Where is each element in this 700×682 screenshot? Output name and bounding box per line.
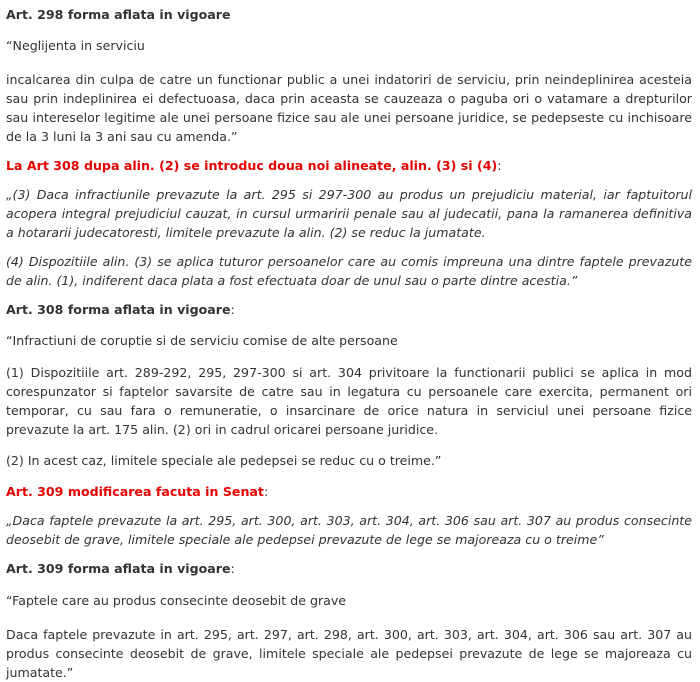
paragraph-art-298-body: incalcarea din culpa de catre un functionar public a unei indatoriri de serviciu, prin neindeplinirea acesteia sau prin indeplinirea ei defectuoasa, daca prin aceasta se cauzeaza o paguba ori o vatamare a drepturilor sau intereselor legitime ale unei persoane fizice sau ale unei persoane juridice, se pedepseste cu inchisoare de la 3 luni la 3 ani sau cu amenda.” (6, 72, 692, 144)
paragraph-alin-3: „(3) Daca infractiunile prevazute la art. 295 si 297-300 au produs un prejudiciu material, iar faptuitorul acopera integral prejudiciul cauzat, in cursul urmaririi penale sau al judecatii, pana la ramanerea definitiva a hotararii judecatoresti, limitele prevazute la alin. (2) se reduc la jumatate. (6, 187, 692, 240)
paragraph-art-308-alin-1: (1) Dispozitiile art. 289-292, 295, 297-300 si art. 304 privitoare la functionarii publici se aplica in mod corespunzator si faptelor savarsite de catre sau in legatura cu persoanele care exercita, permanent ori temporar, cu sau fara o remuneratie, o insarcinare de orice natura in serviciul unei persoane fizice prevazute la art. 175 alin. (2) ori in cadrul oricarei persoane juridice. (6, 365, 692, 437)
paragraph-art-308-alin-2: (2) In acest caz, limitele speciale ale pedepsei se reduc cu o treime.” (6, 453, 442, 468)
quote-title-infractiuni: “Infractiuni de coruptie si de serviciu comise de alte persoane (6, 333, 398, 348)
heading-text: Art. 308 forma aflata in vigoare (6, 302, 231, 317)
heading-art-309-current (6, 559, 692, 578)
heading-text: Art. 298 forma aflata in vigoare (6, 7, 231, 22)
heading-art-308-current (6, 300, 692, 319)
heading-art-298-current (6, 0, 692, 24)
heading-suffix: : (230, 302, 235, 317)
paragraph-alin-4: (4) Dispozitiile alin. (3) se aplica tuturor persoanelor care au comis impreuna una dintre faptele prevazute de alin. (1), indiferent daca plata a fost efectuata doar de unul sau o parte dintre acestia.” (6, 254, 692, 288)
quote-title-neglijenta: “Neglijenta in serviciu (6, 38, 145, 53)
quote-title-faptele: “Faptele care au produs consecinte deosebit de grave (6, 593, 347, 608)
heading-suffix: : (497, 158, 502, 173)
paragraph-art-309-body: Daca faptele prevazute in art. 295, art. 297, art. 298, art. 300, art. 303, art. 304, art. 306 sau art. 307 au produs consecinte deosebit de grave, limitele speciale ale pedepsei prevazute de lege se majoreaza cu jumatate.” (6, 627, 692, 680)
heading-art-308-amendment (6, 156, 692, 175)
heading-art-309-senate (6, 482, 692, 501)
heading-text: La Art 308 dupa alin. (2) se introduc doua noi alineate, alin. (3) si (4) (6, 158, 498, 173)
paragraph-art-309-senate-text: „Daca faptele prevazute la art. 295, art. 300, art. 303, art. 304, art. 306 sau art. 307 au produs consecinte deosebit de grave, limitele speciale ale pedepsei prevazute de lege se majoreaza cu o treime” (6, 513, 692, 547)
heading-text: Art. 309 modificarea facuta in Senat (6, 484, 264, 499)
heading-suffix: : (230, 561, 235, 576)
heading-suffix: : (263, 484, 269, 499)
heading-text: Art. 309 forma aflata in vigoare (6, 561, 231, 576)
